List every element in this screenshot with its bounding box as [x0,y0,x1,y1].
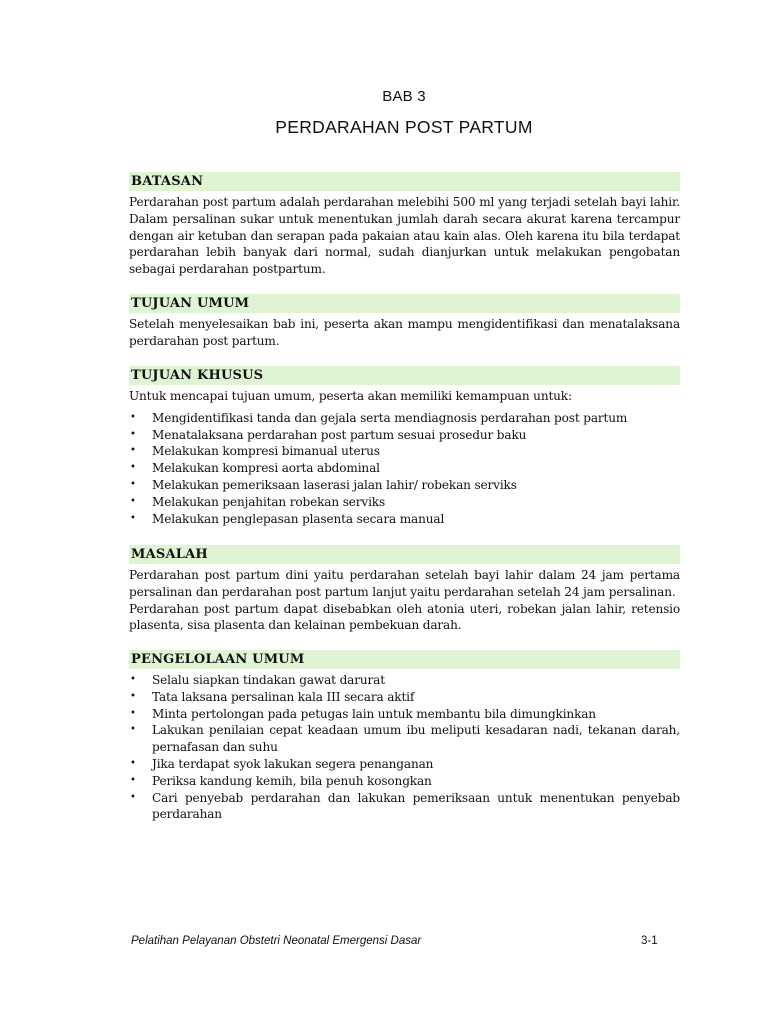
list-item: • Lakukan penilaian cepat keadaan umum ibu meliputi kesadaran nadi, tekanan darah, pernafasan dan suhu [130,723,680,755]
tujuan-khusus-intro: Untuk mencapai tujuan umum, peserta akan memiliki kemampuan untuk: [129,389,572,403]
footer-title: Pelatihan Pelayanan Obstetri Neonatal Emergensi Dasar [131,935,422,947]
bullet-icon: • [130,791,136,803]
bullet-icon: • [130,445,136,457]
tujuan-umum-paragraph: Setelah menyelesaikan bab ini, peserta akan mampu mengidentifikasi dan menatalaksana perdarahan post partum. [129,317,680,348]
masalah-text [129,567,680,634]
list-item: • Tata laksana persalinan kala III secara aktif [130,689,415,704]
section-pengelolaan-umum [129,650,680,823]
masalah-paragraph-2: Perdarahan post partum dapat disebabkan oleh atonia uteri, robekan jalan lahir, retensio plasenta, sisa plasenta dan kelainan pembekuan darah. [129,601,680,633]
page-number: 3-1 [641,935,658,947]
bullet-icon: • [130,462,136,474]
list-item: • Selalu siapkan tindakan gawat darurat [130,673,385,687]
list-item: • Menatalaksana perdarahan post partum sesuai prosedur baku [130,427,527,442]
section-heading-tujuan-khusus: TUJUAN KHUSUS [129,366,680,385]
section-masalah [129,545,680,634]
list-item: • Minta pertolongan pada petugas lain untuk membantu bila dimungkinkan [130,706,596,721]
bullet-icon: • [130,512,136,524]
tujuan-umum-text [129,316,680,350]
bullet-icon: • [130,428,136,440]
bullet-icon: • [130,478,136,490]
bullet-icon: • [130,690,136,702]
section-heading-pengelolaan-umum: PENGELOLAAN UMUM [129,650,680,669]
masalah-paragraph-1: Perdarahan post partum dini yaitu perdarahan setelah bayi lahir dalam 24 jam pertama persalinan dan perdarahan post partum lanjut yaitu perdarahan setelah 24 jam persalinan. [129,568,680,599]
section-heading-tujuan-umum: TUJUAN UMUM [129,294,680,313]
section-heading-batasan: BATASAN [129,172,680,191]
bullet-icon: • [130,757,136,769]
list-item: • Melakukan kompresi bimanual uterus [130,444,380,459]
bullet-icon: • [130,411,136,423]
section-tujuan-khusus [129,366,680,527]
section-heading-masalah: MASALAH [129,545,680,564]
list-item: • Jika terdapat syok lakukan segera penanganan [130,756,434,771]
list-item: • Melakukan kompresi aorta abdominal [130,461,380,476]
tujuan-khusus-list [129,410,680,528]
list-item: • Melakukan pemeriksaan laserasi jalan lahir/ robekan serviks [130,477,517,492]
list-item: • Mengidentifikasi tanda dan gejala serta mendiagnosis perdarahan post partum [130,410,628,425]
section-tujuan-umum [129,294,680,350]
bullet-icon: • [130,774,136,786]
bullet-icon: • [130,495,136,507]
list-item: • Cari penyebab perdarahan dan lakukan pemeriksaan untuk menentukan penyebab perdarahan [130,790,680,822]
section-batasan [129,172,680,278]
list-item: • Melakukan penjahitan robekan serviks [130,494,386,509]
pengelolaan-umum-list [129,672,680,823]
batasan-paragraph: Perdarahan post partum adalah perdarahan melebihi 500 ml yang terjadi setelah bayi lahir. Dalam persalinan sukar untuk menentukan jumlah darah secara akurat karena tercampur dengan air ketuban dan serapan pada pakaian atau kain alas. Oleh karena itu bila terdapat perdarahan lebih banyak dari normal, sudah dianjurkan untuk melakukan pengobatan sebagai perdarahan postpartum. [129,195,680,277]
chapter-label: BAB 3 [382,88,426,105]
list-item: • Periksa kandung kemih, bila penuh kosongkan [130,773,432,788]
batasan-text [129,194,680,278]
chapter-title: PERDARAHAN POST PARTUM [275,117,533,137]
bullet-icon: • [130,724,136,736]
list-item: • Melakukan penglepasan plasenta secara manual [130,511,445,526]
bullet-icon: • [130,707,136,719]
bullet-icon: • [130,674,136,685]
